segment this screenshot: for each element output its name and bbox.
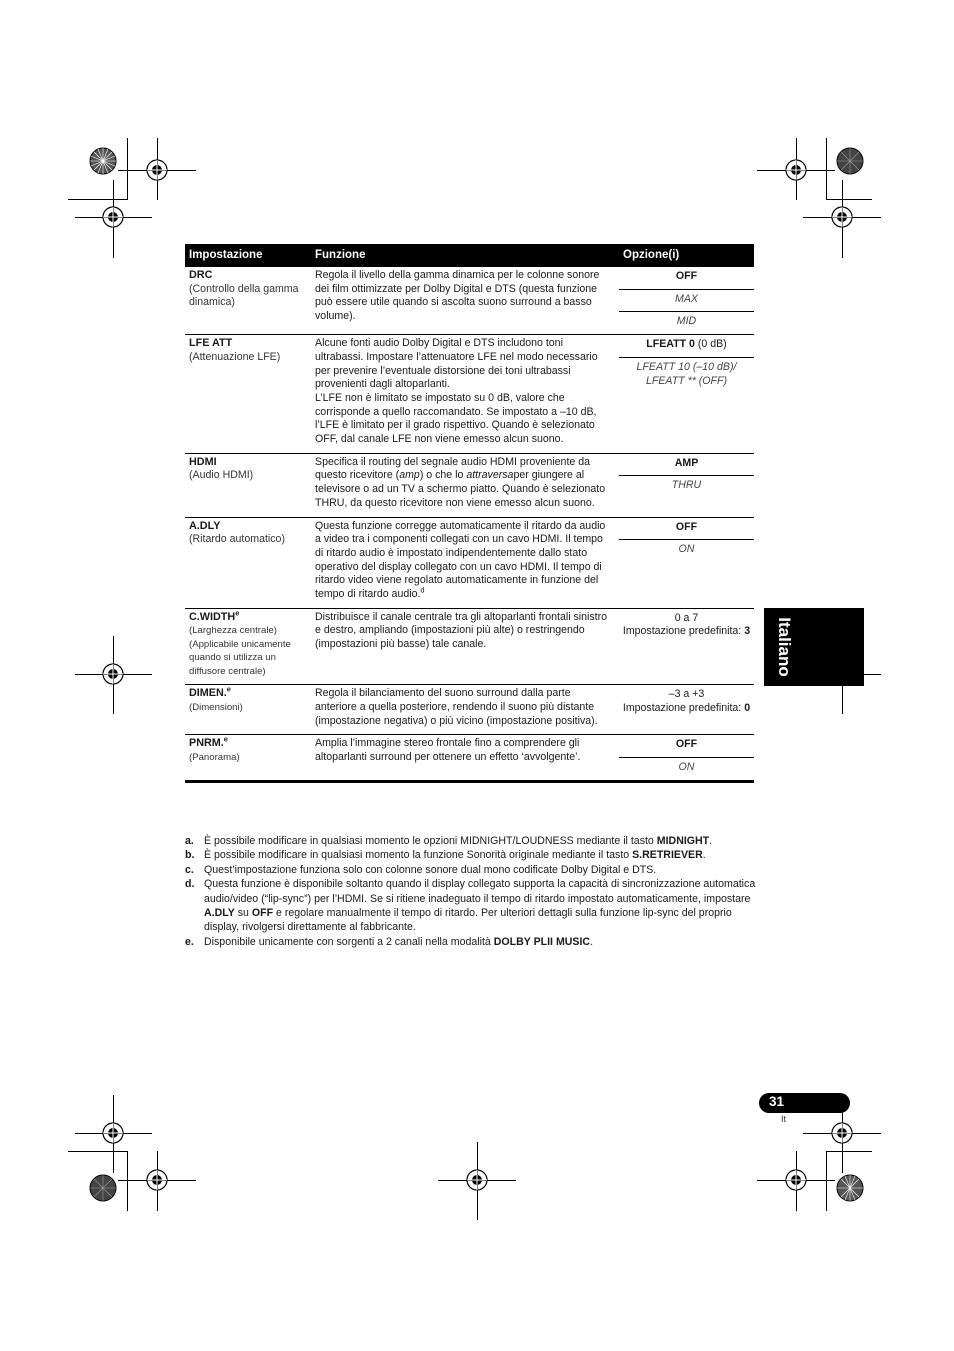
setting-cell (185, 267, 307, 335)
function-italic: attraversa (466, 469, 514, 482)
option-value (619, 357, 754, 393)
rosette-mark-icon (836, 1174, 864, 1202)
table-row (185, 267, 754, 335)
setting-description: (Panorama) (189, 751, 240, 763)
footnote-text-part: È possibile modificare in qualsiasi momento la funzione Sonorità originale mediante il tasto (204, 849, 633, 862)
footnote-text (204, 848, 706, 862)
footnote-ref: e (235, 608, 240, 618)
footnote-text: Quest’impostazione funziona solo con colonne sonore dual mono codificate Dolby Digital e DTS. (204, 863, 657, 876)
options-cell (619, 335, 754, 454)
footnote-d (185, 877, 757, 935)
footnote-bold-part: DOLBY PLII MUSIC (493, 935, 591, 948)
setting-name: HDMI (189, 455, 217, 468)
registration-target-icon (101, 1121, 125, 1145)
column-header-setting: Impostazione (185, 244, 307, 267)
page-number: 31 (769, 1094, 785, 1109)
option-value: MID (619, 311, 754, 334)
option-rest-part: (0 dB) (694, 338, 727, 351)
option-default-label: Impostazione predefinita: (622, 625, 742, 638)
rosette-mark-icon (89, 1174, 117, 1202)
options-cell (619, 735, 754, 781)
footnote-text (204, 935, 593, 949)
registration-target-icon (101, 662, 125, 686)
table-row (185, 735, 754, 781)
table-row (185, 335, 754, 454)
footnote-bold-part: MIDNIGHT (656, 835, 710, 847)
setting-description: (Audio HDMI) (189, 469, 254, 482)
footnote-text-part: . (590, 935, 594, 948)
options-cell (619, 453, 754, 517)
setting-description: (Attenuazione LFE) (189, 350, 281, 363)
settings-table (185, 244, 754, 783)
footnote-b (185, 848, 757, 862)
footnotes (185, 834, 757, 949)
setting-cell (185, 685, 307, 735)
footnote-bold-part: A.DLY (204, 907, 235, 920)
table-row (185, 517, 754, 608)
setting-name: LFE ATT (189, 337, 233, 350)
column-header-function: Funzione (307, 244, 619, 267)
option-line: LFEATT 10 (–10 dB)/ (636, 360, 737, 373)
registration-target-icon (784, 158, 808, 182)
setting-cell (185, 517, 307, 608)
options-cell (619, 608, 754, 684)
setting-cell (185, 608, 307, 684)
function-text: ) o che lo (419, 469, 467, 482)
registration-target-icon (465, 1168, 489, 1192)
option-range: –3 a +3 (668, 688, 705, 701)
function-text: per giungere al televisore o ad un TV a schermo piatto. Quando è selezionato THRU, da questo ricevitore non viene emesso alcun suono. (315, 469, 606, 509)
function-cell: Distribuisce il canale centrale tra gli altoparlanti frontali sinistro e destro, ampliando (impostazioni più alte) o restringendo (impostazioni più basse) tale canale. (307, 608, 619, 684)
footnote-text-part: su (234, 907, 252, 920)
registration-target-icon (830, 205, 854, 229)
setting-name (189, 684, 303, 701)
option-value (619, 335, 754, 357)
table-row (185, 608, 754, 684)
setting-description: (Larghezza centrale) (Applicabile unicamente quando si utilizza un diffusore centrale) (189, 625, 291, 677)
footnote-bold-part: S.RETRIEVER (632, 849, 703, 862)
setting-name (189, 608, 303, 625)
registration-target-icon (145, 1168, 169, 1192)
option-bold-part: LFEATT 0 (646, 338, 695, 351)
setting-name: A.DLY (189, 519, 221, 532)
function-cell: Regola il bilanciamento del suono surround dalla parte anteriore a quella posteriore, rendendo il suono più distante (impostazione negativa) o più vicino (impostazione positiva). (307, 685, 619, 735)
footnote-ref: e (223, 734, 228, 744)
table-row (185, 685, 754, 735)
option-value: THRU (619, 475, 754, 498)
function-cell (307, 335, 619, 454)
function-text: Alcune fonti audio Dolby Digital e DTS includono toni ultrabassi. Impostare l’attenuatore LFE nel modo necessario per prevenire l’eventuale distorsione dei toni ultrabassi provenienti dagli altoparlanti. (315, 337, 598, 391)
table-row (185, 453, 754, 517)
registration-target-icon (145, 158, 169, 182)
footnote-text (204, 877, 757, 935)
option-value: AMP (674, 456, 699, 469)
option-line: LFEATT ** (OFF) (645, 374, 728, 387)
option-value: OFF (675, 520, 698, 533)
footnote-ref: e (226, 684, 231, 694)
setting-cell (185, 453, 307, 517)
rosette-mark-icon (836, 147, 864, 175)
option-value (619, 685, 754, 720)
footnote-ref: d (420, 585, 425, 595)
footnote-text-part: . (702, 849, 706, 862)
function-cell (307, 453, 619, 517)
footnote-bold-part: OFF (251, 907, 274, 920)
setting-description: (Dimensioni) (189, 701, 243, 713)
setting-name-text: C.WIDTH (189, 610, 236, 623)
registration-target-icon (830, 1121, 854, 1145)
option-default-value: 3 (744, 625, 751, 638)
column-header-options: Opzione(i) (619, 244, 754, 267)
option-value: ON (619, 539, 754, 562)
setting-description: (Controllo della gamma dinamica) (189, 282, 299, 309)
options-cell (619, 685, 754, 735)
function-text: Questa funzione corregge automaticamente il ritardo da audio a video tra i componenti collegati con un cavo HDMI. Il tempo di ritardo audio è impostato indipendentemente dallo stato operativo del display collegato con un cavo HDMI. Il tempo di ritardo video viene regolato automaticamente in funzione del tempo di ritardo audio. (315, 519, 606, 601)
footnote-label: c. (185, 863, 194, 876)
option-value (619, 609, 754, 644)
setting-description: (Ritardo automatico) (189, 533, 285, 546)
setting-name (189, 734, 303, 751)
footnote-c (185, 863, 757, 877)
registration-target-icon (784, 1168, 808, 1192)
footnote-text-part: . (709, 835, 713, 847)
footnote-label: d. (185, 878, 195, 891)
rosette-mark-icon (89, 147, 117, 175)
registration-target-icon (101, 205, 125, 229)
language-tab-label: Italiano (775, 617, 794, 677)
option-default-value: 0 (744, 701, 751, 714)
footnote-a (185, 834, 757, 848)
options-cell (619, 517, 754, 608)
setting-name-text: PNRM. (189, 737, 224, 750)
option-value: OFF (675, 738, 698, 751)
footnote-text-part: e regolare manualmente il tempo di ritardo. Per ulteriori dettagli sulla funzione lip-sync del proprio display, rivolgersi direttamente al fabbricante. (204, 907, 732, 934)
footnote-text-part: Disponibile unicamente con sorgenti a 2 canali nella modalità (204, 935, 494, 948)
setting-name: DRC (189, 269, 213, 281)
function-cell (307, 517, 619, 608)
function-cell: Regola il livello della gamma dinamica per le colonne sonore dei film ottimizzate per Dolby Digital e DTS (questa funzione può essere utile quando si ascolta suono surround a basso volume). (307, 267, 619, 335)
footnote-text-part: Questa funzione è disponibile soltanto quando il display collegato supporta la capacità di sincronizzazione automatica audio/video (“lip-sync”) per l’HDMI. Se si ritiene inadeguato il tempo di ritardo impostato automaticamente, impostare (204, 878, 756, 905)
function-text: L’LFE non è limitato se impostato su 0 dB, valore che corrisponde a quello raccomandato. Se impostato a –10 dB, l’LFE è limitato per il grado rispettivo. Quando è selezionato OFF, dal canale LFE non viene emesso alcun suono. (315, 391, 597, 446)
footnote-label: a. (185, 835, 194, 847)
page-language-code: It (781, 1114, 787, 1124)
setting-name-text: DIMEN. (189, 687, 227, 700)
footnote-label: e. (185, 935, 194, 948)
footnote-label: b. (185, 849, 195, 862)
option-value: MAX (619, 289, 754, 312)
setting-cell (185, 335, 307, 454)
function-text: Specifica il routing del segnale audio HDMI proveniente da questo ricevitore ( (315, 455, 591, 482)
option-value: OFF (675, 270, 698, 282)
option-range: 0 a 7 (674, 611, 699, 624)
table-header-row (185, 244, 754, 267)
setting-cell (185, 735, 307, 781)
option-default-label: Impostazione predefinita: (622, 701, 742, 714)
option-value: ON (619, 757, 754, 780)
footnote-e (185, 935, 757, 949)
options-cell (619, 267, 754, 335)
function-italic: amp (399, 469, 420, 482)
function-cell: Amplia l’immagine stereo frontale fino a comprendere gli altoparlanti surround per ottenere un effetto ‘avvolgente’. (307, 735, 619, 781)
footnote-text (204, 834, 712, 848)
footnote-text-part: È possibile modificare in qualsiasi momento le opzioni MIDNIGHT/LOUDNESS mediante il tasto (204, 835, 657, 847)
